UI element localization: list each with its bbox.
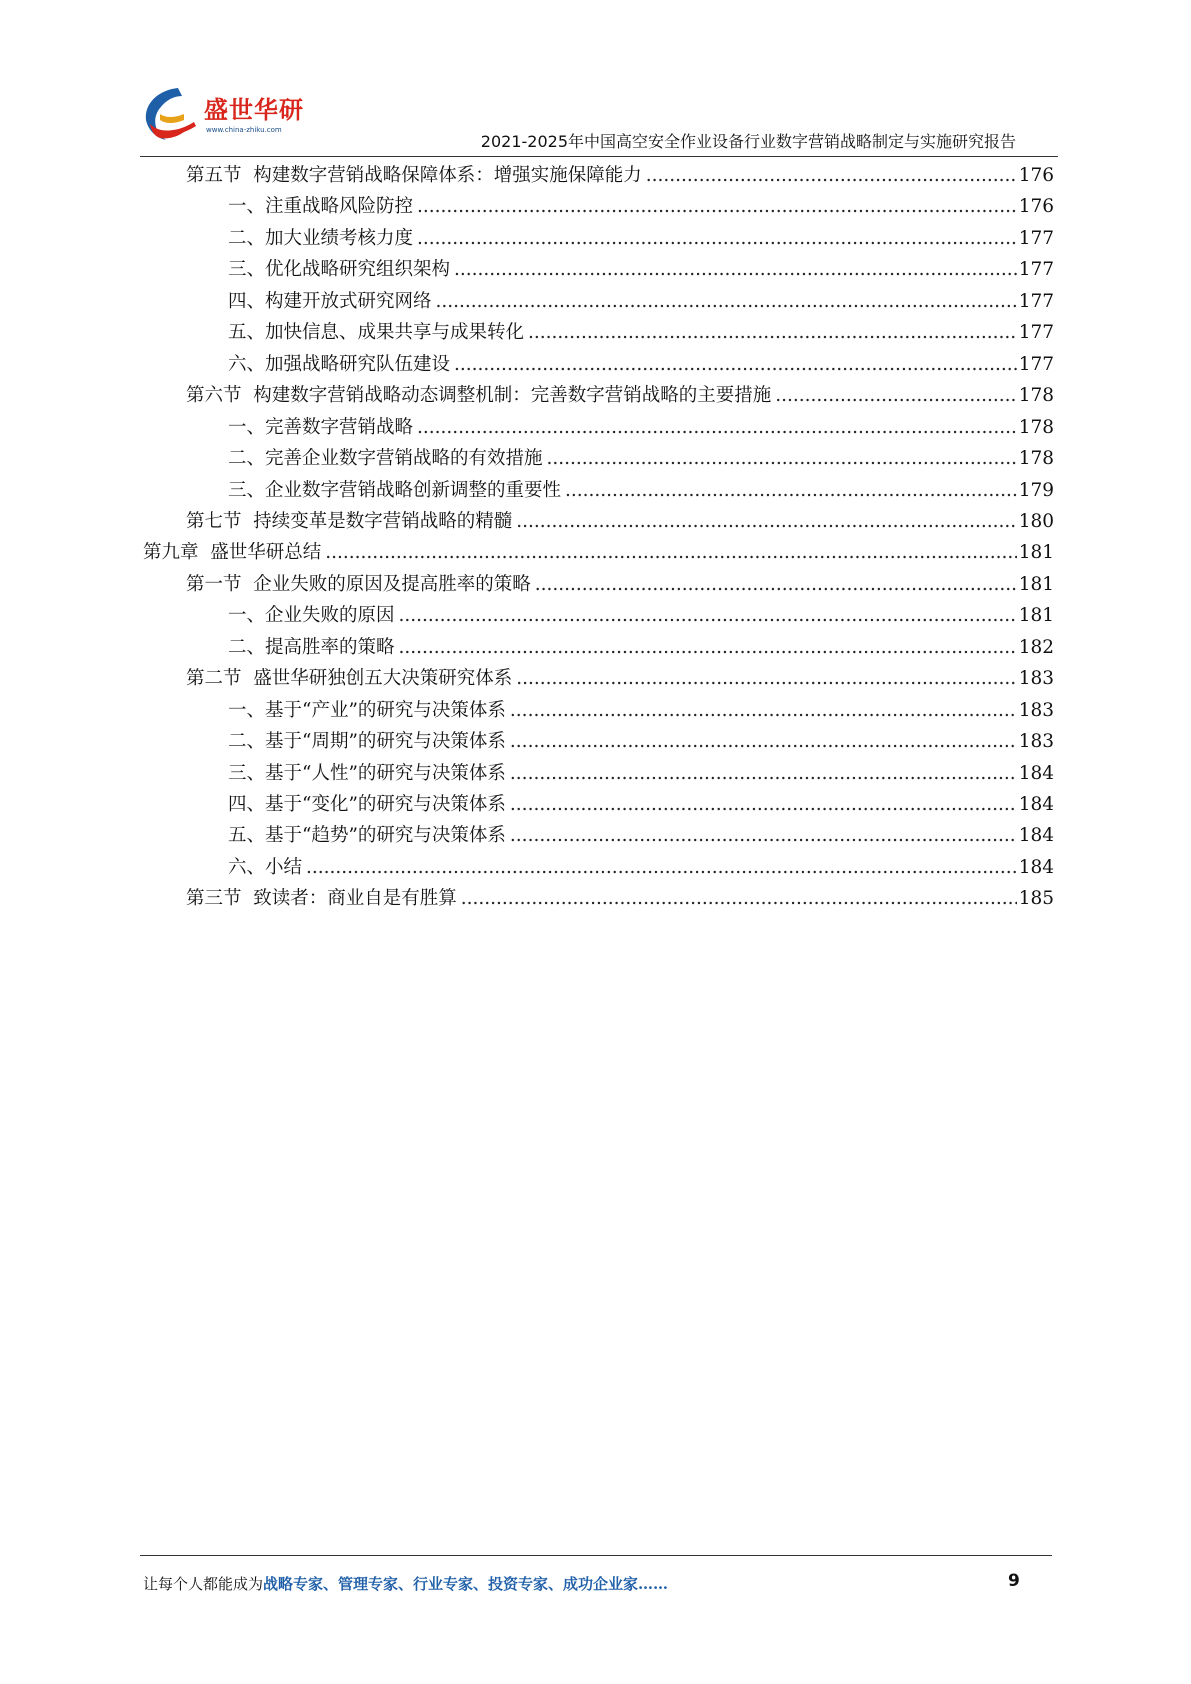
toc-leader-dots xyxy=(306,852,1017,883)
toc-entry-label: 三、企业数字营销战略创新调整的重要性 xyxy=(228,479,562,501)
toc-leader-dots xyxy=(528,317,1017,348)
toc-leader-dots xyxy=(454,349,1017,380)
logo-url: www.china-zhiku.com xyxy=(206,126,282,134)
toc-entry-label: 第七节 持续变革是数字营销战略的精髓 xyxy=(186,510,513,532)
toc-entry-page: 177 xyxy=(1018,290,1054,312)
toc-entry[interactable] xyxy=(228,600,1054,631)
toc-entry-page: 177 xyxy=(1018,259,1054,281)
toc-entry[interactable] xyxy=(228,254,1054,285)
toc-leader-dots xyxy=(417,412,1017,443)
footer-divider xyxy=(140,1555,1052,1556)
toc-entry-label: 一、企业失败的原因 xyxy=(228,605,395,627)
toc-entry-label: 一、完善数字营销战略 xyxy=(228,416,414,438)
toc-entry[interactable] xyxy=(228,820,1054,851)
toc-entry[interactable] xyxy=(186,160,1054,191)
toc-entry-page: 176 xyxy=(1018,165,1054,186)
toc-leader-dots xyxy=(547,443,1017,474)
toc-entry-label: 第一节 企业失败的原因及提高胜率的策略 xyxy=(186,573,531,595)
toc-entry-label: 六、加强战略研究队伍建设 xyxy=(228,353,451,375)
toc-leader-dots xyxy=(399,632,1017,663)
toc-entry[interactable] xyxy=(228,789,1054,820)
logo-text: 盛世华研 xyxy=(204,96,304,124)
footer-slogan-lead: 让每个人都能成为 xyxy=(143,1575,264,1593)
toc-entry-label: 二、完善企业数字营销战略的有效措施 xyxy=(228,448,543,470)
toc-entry-page: 183 xyxy=(1018,668,1054,690)
toc-leader-dots xyxy=(565,475,1017,506)
toc-entry[interactable] xyxy=(228,317,1054,348)
toc-entry[interactable] xyxy=(186,506,1054,537)
toc-entry-page: 184 xyxy=(1018,762,1054,784)
toc-entry[interactable] xyxy=(228,695,1054,726)
toc-entry-page: 184 xyxy=(1018,856,1054,878)
toc-entry-page: 183 xyxy=(1018,699,1054,721)
toc-entry[interactable] xyxy=(228,286,1054,317)
toc-entry-label: 第九章 盛世华研总结 xyxy=(143,542,322,564)
toc-leader-dots xyxy=(510,726,1017,757)
toc-entry-label: 六、小结 xyxy=(228,856,303,878)
toc-entry-label: 五、加快信息、成果共享与成果转化 xyxy=(228,322,525,344)
toc-entry[interactable] xyxy=(228,852,1054,883)
toc-entry-label: 三、基于“人性”的研究与决策体系 xyxy=(228,762,506,784)
toc-leader-dots xyxy=(454,254,1017,285)
toc-entry[interactable] xyxy=(143,537,1054,568)
toc-entry-page: 181 xyxy=(1018,573,1054,595)
toc-leader-dots xyxy=(461,883,1017,914)
toc-entry[interactable] xyxy=(186,569,1054,600)
toc-entry-page: 184 xyxy=(1018,825,1054,847)
company-logo xyxy=(140,84,310,146)
toc-entry-label: 四、构建开放式研究网络 xyxy=(228,290,432,312)
report-title: 2021-2025年中国高空安全作业设备行业数字营销战略制定与实施研究报告 xyxy=(480,132,1016,151)
toc-entry-page: 177 xyxy=(1018,322,1054,344)
toc-entry-label: 五、基于“趋势”的研究与决策体系 xyxy=(228,825,506,847)
toc-entry[interactable] xyxy=(228,223,1054,254)
page-header xyxy=(0,0,1191,160)
toc-entry-label: 第三节 致读者：商业自是有胜算 xyxy=(186,888,457,910)
toc-entry[interactable] xyxy=(228,726,1054,757)
toc-entry-page: 177 xyxy=(1018,227,1054,249)
toc-entry-label: 一、基于“产业”的研究与决策体系 xyxy=(228,699,506,721)
toc-leader-dots xyxy=(510,789,1017,820)
toc-leader-dots xyxy=(516,663,1016,694)
toc-entry-page: 180 xyxy=(1018,510,1054,532)
toc-leader-dots xyxy=(535,569,1017,600)
toc-entry-page: 178 xyxy=(1018,385,1054,407)
toc-entry[interactable] xyxy=(186,663,1054,694)
toc-leader-dots xyxy=(417,223,1017,254)
toc-entry-label: 二、基于“周期”的研究与决策体系 xyxy=(228,731,506,753)
header-divider xyxy=(140,156,1058,157)
toc-leader-dots xyxy=(510,820,1017,851)
toc-leader-dots xyxy=(646,160,1017,191)
toc-entry-label: 二、提高胜率的策略 xyxy=(228,636,395,658)
toc-entry-page: 181 xyxy=(1018,542,1054,564)
toc-entry-label: 一、注重战略风险防控 xyxy=(228,196,414,218)
toc-entry[interactable] xyxy=(228,191,1054,222)
toc-entry[interactable] xyxy=(228,412,1054,443)
toc-entry[interactable] xyxy=(228,758,1054,789)
toc-leader-dots xyxy=(516,506,1016,537)
toc-entry[interactable] xyxy=(228,349,1054,380)
toc-entry[interactable] xyxy=(186,883,1054,914)
toc-entry-label: 四、基于“变化”的研究与决策体系 xyxy=(228,794,506,815)
toc-leader-dots xyxy=(325,537,1016,568)
toc-leader-dots xyxy=(775,380,1016,411)
toc-entry-label: 第五节 构建数字营销战略保障体系：增强实施保障能力 xyxy=(186,165,642,186)
toc-leader-dots xyxy=(399,600,1017,631)
toc-entry-label: 第六节 构建数字营销战略动态调整机制：完善数字营销战略的主要措施 xyxy=(186,385,772,407)
toc-entry-page: 177 xyxy=(1018,353,1054,375)
toc-entry[interactable] xyxy=(228,443,1054,474)
toc-entry-page: 182 xyxy=(1018,636,1054,658)
toc-entry-label: 第二节 盛世华研独创五大决策研究体系 xyxy=(186,668,513,690)
toc-entry-page: 178 xyxy=(1018,448,1054,470)
toc-leader-dots xyxy=(510,758,1017,789)
footer-slogan xyxy=(143,1573,668,1594)
toc-entry[interactable] xyxy=(186,380,1054,411)
toc-leader-dots xyxy=(417,191,1017,222)
toc-entry-page: 185 xyxy=(1018,888,1054,910)
toc-entry-page: 178 xyxy=(1018,416,1054,438)
toc-entry-page: 181 xyxy=(1018,605,1054,627)
toc-entry[interactable] xyxy=(228,475,1054,506)
toc-entry-label: 二、加大业绩考核力度 xyxy=(228,227,414,249)
toc-entry-label: 三、优化战略研究组织架构 xyxy=(228,259,451,281)
toc-entry-page: 184 xyxy=(1018,794,1054,815)
toc-leader-dots xyxy=(510,695,1017,726)
toc-entry-page: 176 xyxy=(1018,196,1054,218)
footer-slogan-roles: 战略专家、管理专家、行业专家、投资专家、成功企业家…… xyxy=(263,1575,669,1593)
logo-emblem-icon xyxy=(140,84,204,146)
toc-leader-dots xyxy=(436,286,1017,317)
toc-entry-page: 183 xyxy=(1018,731,1054,753)
toc-entry-page: 179 xyxy=(1018,479,1054,501)
page-number: 9 xyxy=(1008,1571,1020,1591)
toc-entry[interactable] xyxy=(228,632,1054,663)
